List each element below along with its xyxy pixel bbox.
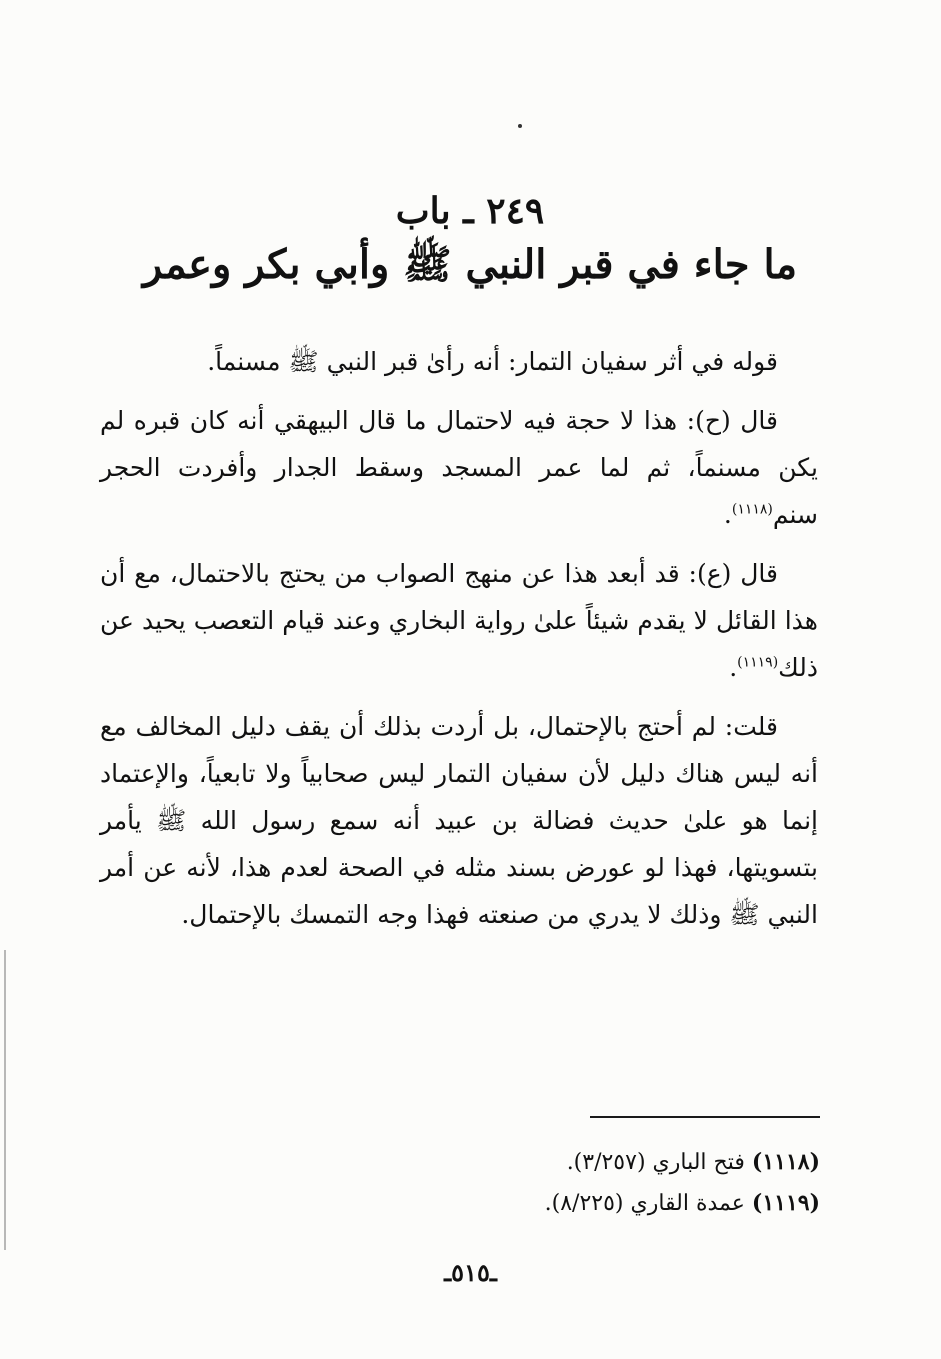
main-text bbox=[100, 338, 818, 950]
footnote-number: (١١١٩) bbox=[751, 1190, 820, 1216]
footnote-ref-1119[interactable]: (١١١٩) bbox=[737, 654, 779, 671]
footnotes bbox=[300, 1142, 820, 1224]
footnote-separator bbox=[590, 1116, 820, 1118]
chapter-number: ٢٤٩ ـ باب bbox=[395, 190, 545, 232]
footnote-ref-1118[interactable]: (١١١٨) bbox=[731, 501, 773, 518]
paragraph-1-text: قوله في أثر سفيان التمار: أنه رأىٰ قبر النبي ﷺ مسنماً. bbox=[207, 347, 778, 376]
paragraph-1 bbox=[100, 338, 818, 385]
scan-edge-line bbox=[4, 950, 6, 1250]
chapter-title: ما جاء في قبر النبي ﷺ وأبي بكر وعمر bbox=[142, 241, 798, 288]
paragraph-3 bbox=[100, 550, 818, 691]
paragraph-3-text: قال (ع): قد أبعد هذا عن منهج الصواب من يحتج بالاحتمال، مع أن هذا القائل لا يقدم شيئاً علىٰ رواية البخاري وعند قيام التعصب يحيد عن ذلك bbox=[100, 559, 818, 682]
footnote-text: عمدة القاري (٨/٢٢٥). bbox=[544, 1191, 745, 1216]
paragraph-4 bbox=[100, 703, 818, 938]
paragraph-2-tail: . bbox=[723, 500, 732, 529]
footnote-text: فتح الباري (٣/٢٥٧). bbox=[566, 1150, 745, 1175]
footnote-number: (١١١٨) bbox=[751, 1149, 820, 1175]
footnote-1119 bbox=[300, 1183, 820, 1224]
footnote-1118 bbox=[300, 1142, 820, 1183]
paragraph-2 bbox=[100, 397, 818, 538]
paragraph-3-tail: . bbox=[729, 653, 738, 682]
paragraph-2-text: قال (ح): هذا لا حجة فيه لاحتمال ما قال البيهقي أنه كان قبره لم يكن مسنماً، ثم لما عمر المسجد وسقط الجدار وأفردت الحجر سنم bbox=[100, 406, 818, 529]
page-number: ـ٥١٥ـ bbox=[444, 1258, 497, 1287]
scan-dot-mark bbox=[518, 124, 522, 128]
paragraph-4-text: قلت: لم أحتج بالإحتمال، بل أردت بذلك أن يقف دليل المخالف مع أنه ليس هناك دليل لأن سفيان التمار ليس صحابياً ولا تابعياً، والإعتماد إنما هو علىٰ حديث فضالة بن عبيد أنه سمع رسول الله ﷺ يأمر بتسويتها، فهذا لو عورض بسند مثله في الصحة لعدم هذا، لأنه عن أمر النبي ﷺ وذلك لا يدري من صنعته فهذا وجه التمسك بالإحتمال. bbox=[100, 712, 818, 929]
